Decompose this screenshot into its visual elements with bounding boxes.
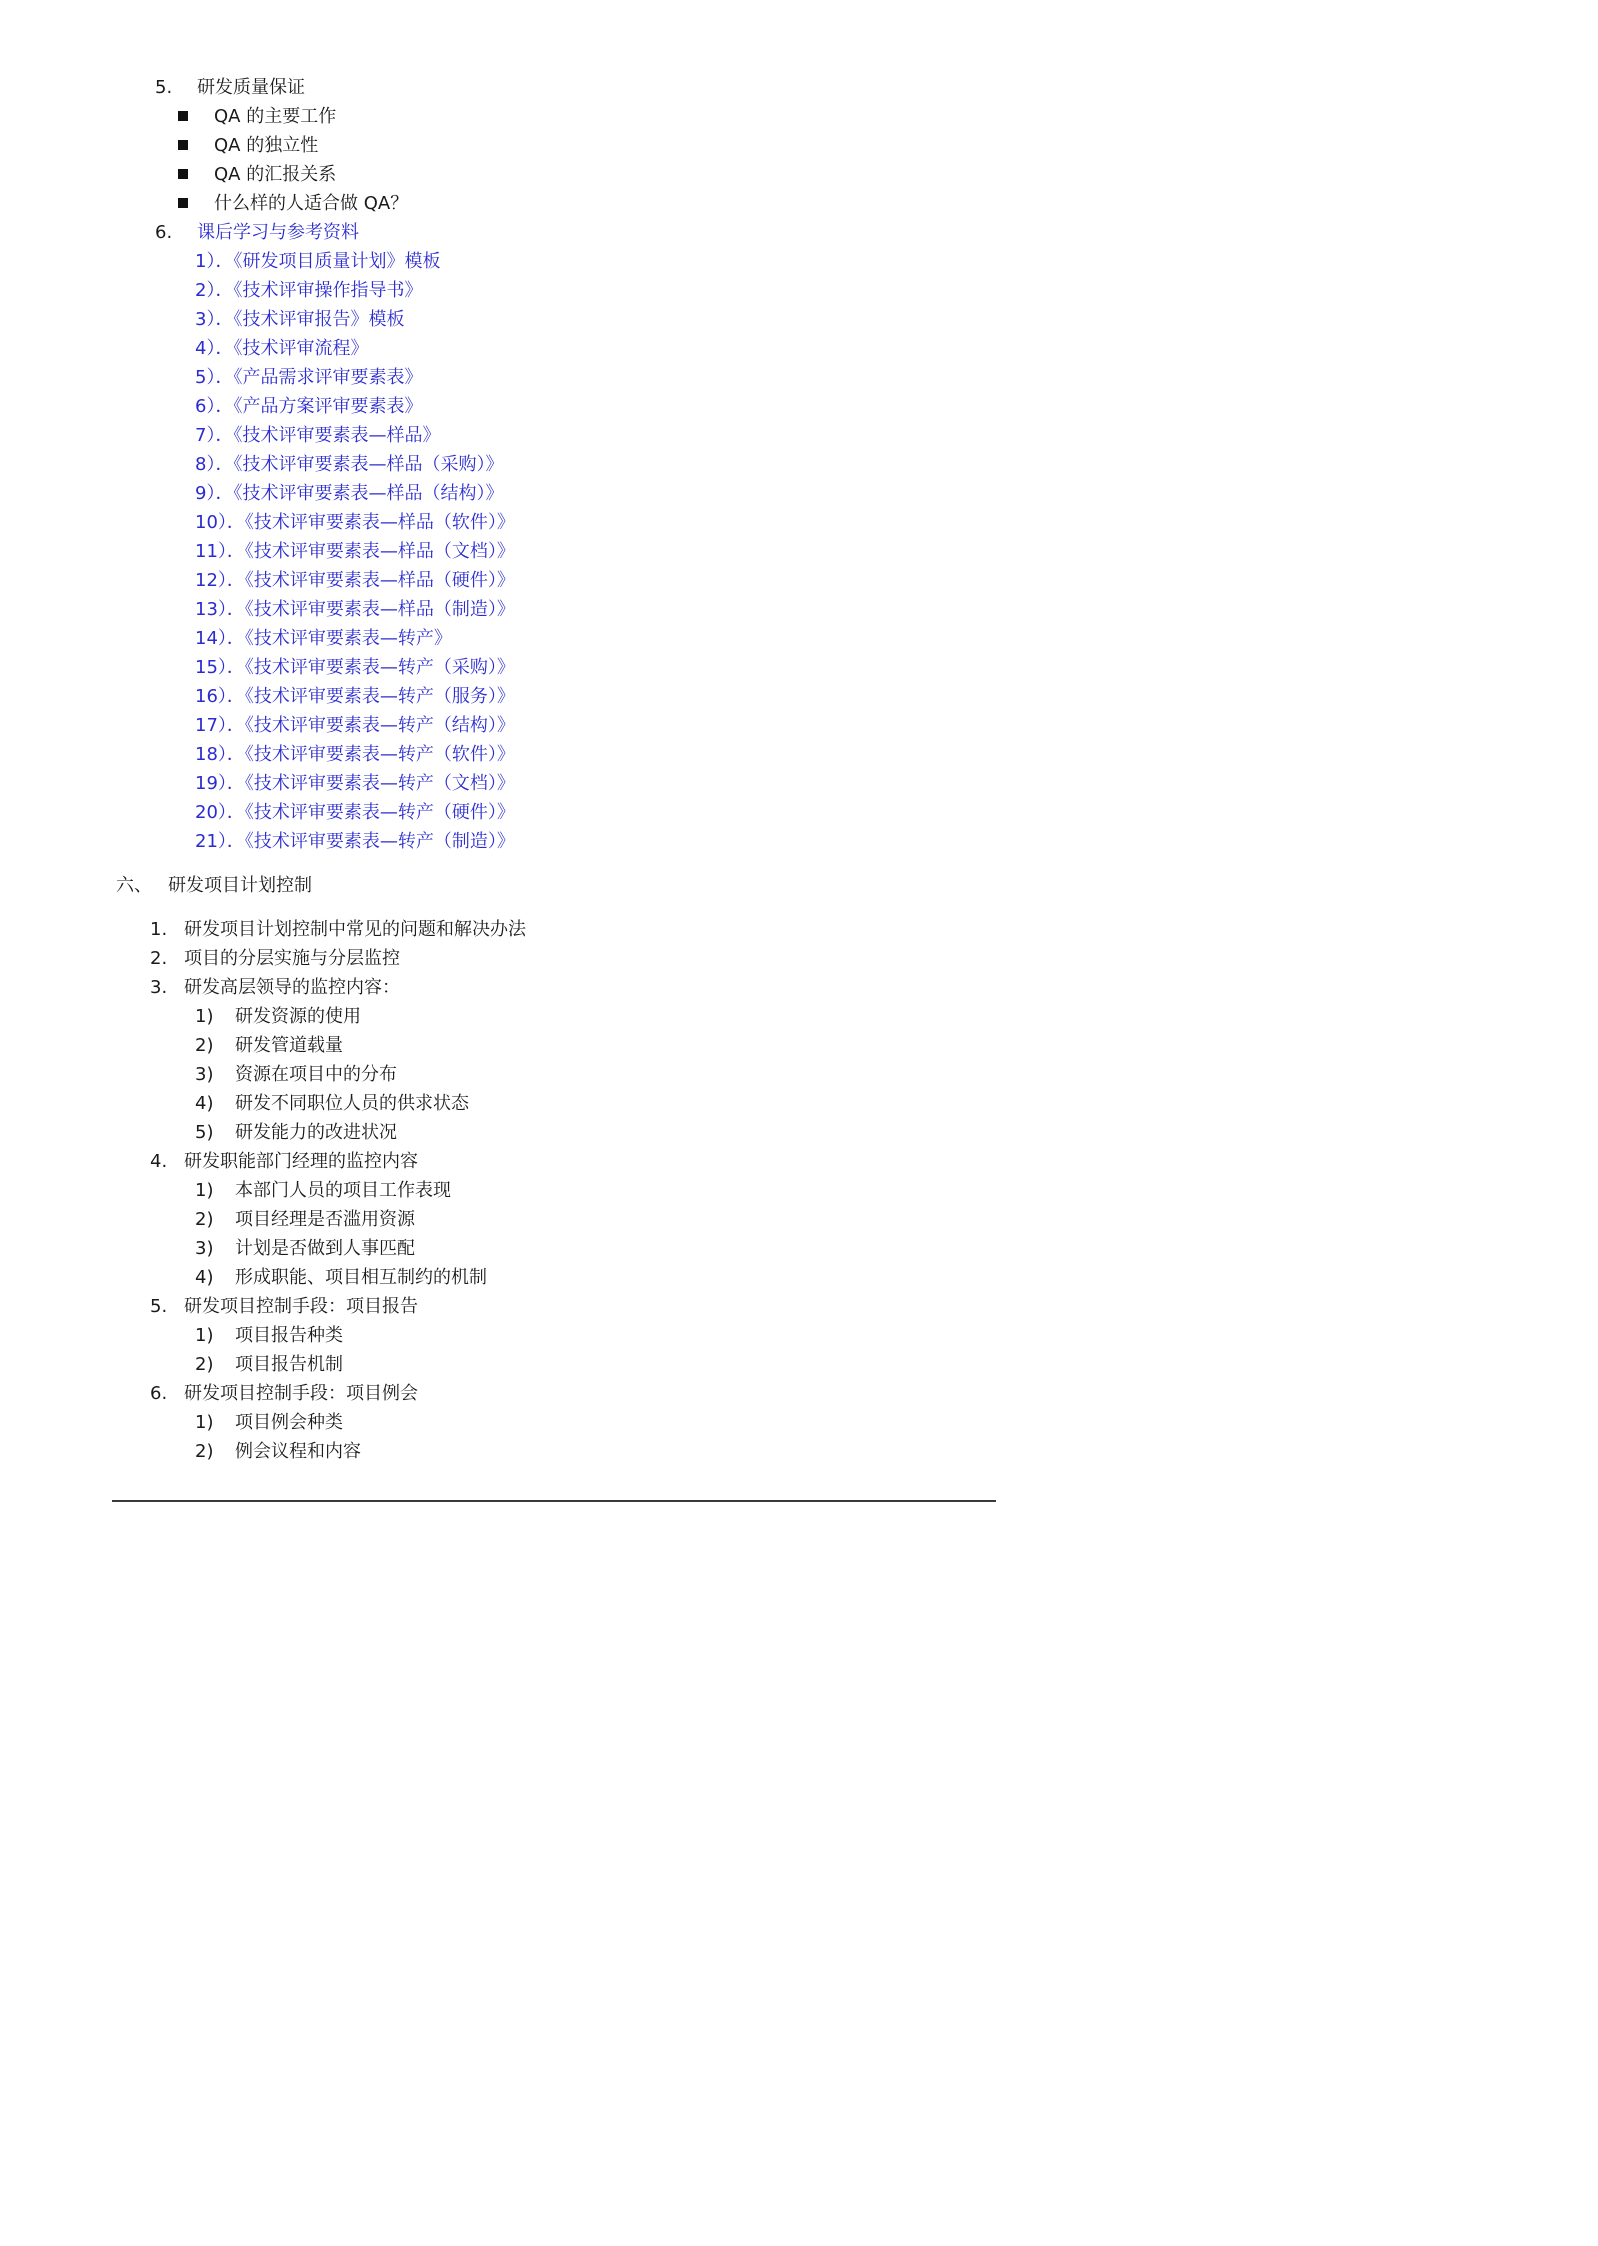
section-title: 研发质量保证: [197, 77, 305, 98]
sub-list-item: [195, 1002, 361, 1031]
sub-item-number: 4): [195, 1267, 214, 1288]
sub-list-item: [195, 1408, 343, 1437]
bullet-item: [178, 189, 408, 218]
section-number: 5.: [155, 77, 173, 98]
reference-link[interactable]: [195, 247, 440, 276]
reference-link[interactable]: [195, 305, 404, 334]
item-text: 研发高层领导的监控内容：: [184, 977, 400, 998]
sub-item-text: 研发不同职位人员的供求状态: [235, 1093, 469, 1114]
section-number: 6.: [155, 222, 173, 243]
sub-list-item: [195, 1118, 397, 1147]
item-number: 5.: [150, 1296, 168, 1317]
item-text: 研发项目计划控制中常见的问题和解决办法: [184, 919, 526, 940]
sub-item-number: 1): [195, 1180, 214, 1201]
reference-link[interactable]: [195, 624, 452, 653]
sub-list-item: [195, 1089, 469, 1118]
square-bullet-icon: [178, 198, 188, 208]
chapter-heading: [116, 871, 312, 900]
reference-link-text: 1）．《研发项目质量计划》模板: [195, 251, 441, 272]
bullet-item: [178, 102, 336, 131]
section-title-link: 课后学习与参考资料: [197, 222, 359, 243]
reference-link-text: 18）．《技术评审要素表—转产（软件）》: [195, 744, 515, 765]
reference-link[interactable]: [195, 566, 515, 595]
reference-link-text: 13）．《技术评审要素表—样品（制造）》: [195, 599, 515, 620]
sub-item-number: 5): [195, 1122, 214, 1143]
reference-link[interactable]: [195, 537, 515, 566]
sub-item-number: 3): [195, 1064, 214, 1085]
reference-link[interactable]: [195, 827, 515, 856]
sub-list-item: [195, 1031, 343, 1060]
sub-item-number: 4): [195, 1093, 214, 1114]
sub-item-number: 2): [195, 1441, 214, 1462]
footer-rule: [112, 1500, 996, 1502]
item-number: 4.: [150, 1151, 168, 1172]
reference-link[interactable]: [195, 276, 422, 305]
reference-link[interactable]: [195, 363, 422, 392]
sub-list-item: [195, 1060, 397, 1089]
sub-item-text: 项目经理是否滥用资源: [235, 1209, 415, 1230]
reference-link-text: 12）．《技术评审要素表—样品（硬件）》: [195, 570, 515, 591]
bullet-item: [178, 160, 336, 189]
reference-link-text: 10）．《技术评审要素表—样品（软件）》: [195, 512, 515, 533]
reference-link-text: 21）．《技术评审要素表—转产（制造）》: [195, 831, 515, 852]
reference-link-text: 5）．《产品需求评审要素表》: [195, 367, 423, 388]
reference-link-text: 20）．《技术评审要素表—转产（硬件）》: [195, 802, 515, 823]
sub-list-item: [195, 1234, 415, 1263]
sub-list-item: [195, 1321, 343, 1350]
reference-link[interactable]: [195, 421, 440, 450]
reference-link[interactable]: [195, 769, 515, 798]
sub-list-item: [195, 1263, 487, 1292]
item-text: 项目的分层实施与分层监控: [184, 948, 400, 969]
square-bullet-icon: [178, 111, 188, 121]
list-item: [150, 915, 526, 944]
reference-link[interactable]: [195, 479, 503, 508]
sub-list-item: [195, 1350, 343, 1379]
item-number: 2.: [150, 948, 168, 969]
bullet-text: QA 的主要工作: [214, 106, 337, 127]
item-text: 研发项目控制手段：项目例会: [184, 1383, 418, 1404]
reference-link[interactable]: [195, 392, 422, 421]
list-item: [150, 1147, 418, 1176]
sub-item-number: 1): [195, 1325, 214, 1346]
sub-item-text: 研发资源的使用: [235, 1006, 361, 1027]
reference-link[interactable]: [195, 508, 515, 537]
sub-item-number: 1): [195, 1006, 214, 1027]
reference-link[interactable]: [195, 334, 368, 363]
list-item: [150, 944, 400, 973]
reference-link[interactable]: [195, 740, 515, 769]
bullet-text: 什么样的人适合做 QA？: [214, 193, 409, 214]
sub-item-number: 3): [195, 1238, 214, 1259]
chapter-title: 研发项目计划控制: [168, 875, 312, 896]
reference-link[interactable]: [195, 798, 515, 827]
reference-link-text: 11）．《技术评审要素表—样品（文档）》: [195, 541, 515, 562]
sub-list-item: [195, 1437, 361, 1466]
reference-link-text: 7）．《技术评审要素表—样品》: [195, 425, 441, 446]
reference-link-text: 16）．《技术评审要素表—转产（服务）》: [195, 686, 515, 707]
sub-item-number: 2): [195, 1035, 214, 1056]
sub-item-text: 项目报告机制: [235, 1354, 343, 1375]
bullet-item: [178, 131, 318, 160]
reference-link-text: 3）．《技术评审报告》模板: [195, 309, 405, 330]
item-number: 6.: [150, 1383, 168, 1404]
item-number: 1.: [150, 919, 168, 940]
list-item: [150, 1292, 418, 1321]
sub-item-number: 2): [195, 1354, 214, 1375]
bullet-text: QA 的汇报关系: [214, 164, 337, 185]
sub-item-text: 形成职能、项目相互制约的机制: [235, 1267, 487, 1288]
section-6-heading: [155, 218, 359, 247]
item-number: 3.: [150, 977, 168, 998]
reference-link-text: 4）．《技术评审流程》: [195, 338, 369, 359]
reference-link[interactable]: [195, 711, 515, 740]
reference-link-text: 19）．《技术评审要素表—转产（文档）》: [195, 773, 515, 794]
section-5-heading: [155, 73, 305, 102]
sub-item-text: 本部门人员的项目工作表现: [235, 1180, 451, 1201]
reference-link[interactable]: [195, 682, 515, 711]
sub-item-text: 研发能力的改进状况: [235, 1122, 397, 1143]
sub-item-text: 资源在项目中的分布: [235, 1064, 397, 1085]
sub-list-item: [195, 1176, 451, 1205]
reference-link-text: 14）．《技术评审要素表—转产》: [195, 628, 452, 649]
item-text: 研发项目控制手段：项目报告: [184, 1296, 418, 1317]
sub-item-text: 项目报告种类: [235, 1325, 343, 1346]
sub-item-text: 研发管道载量: [235, 1035, 343, 1056]
list-item: [150, 973, 400, 1002]
reference-link-text: 6）．《产品方案评审要素表》: [195, 396, 423, 417]
sub-item-text: 项目例会种类: [235, 1412, 343, 1433]
item-text: 研发职能部门经理的监控内容: [184, 1151, 418, 1172]
reference-link-text: 9）．《技术评审要素表—样品（结构）》: [195, 483, 504, 504]
reference-link-text: 17）．《技术评审要素表—转产（结构）》: [195, 715, 515, 736]
reference-link-text: 2）．《技术评审操作指导书》: [195, 280, 423, 301]
sub-item-number: 1): [195, 1412, 214, 1433]
square-bullet-icon: [178, 169, 188, 179]
sub-item-number: 2): [195, 1209, 214, 1230]
square-bullet-icon: [178, 140, 188, 150]
reference-link[interactable]: [195, 653, 515, 682]
sub-item-text: 计划是否做到人事匹配: [235, 1238, 415, 1259]
reference-link[interactable]: [195, 595, 515, 624]
bullet-text: QA 的独立性: [214, 135, 319, 156]
reference-link[interactable]: [195, 450, 503, 479]
list-item: [150, 1379, 418, 1408]
reference-link-text: 15）．《技术评审要素表—转产（采购）》: [195, 657, 515, 678]
chapter-number: 六、: [116, 875, 152, 896]
reference-link-text: 8）．《技术评审要素表—样品（采购）》: [195, 454, 504, 475]
sub-item-text: 例会议程和内容: [235, 1441, 361, 1462]
sub-list-item: [195, 1205, 415, 1234]
